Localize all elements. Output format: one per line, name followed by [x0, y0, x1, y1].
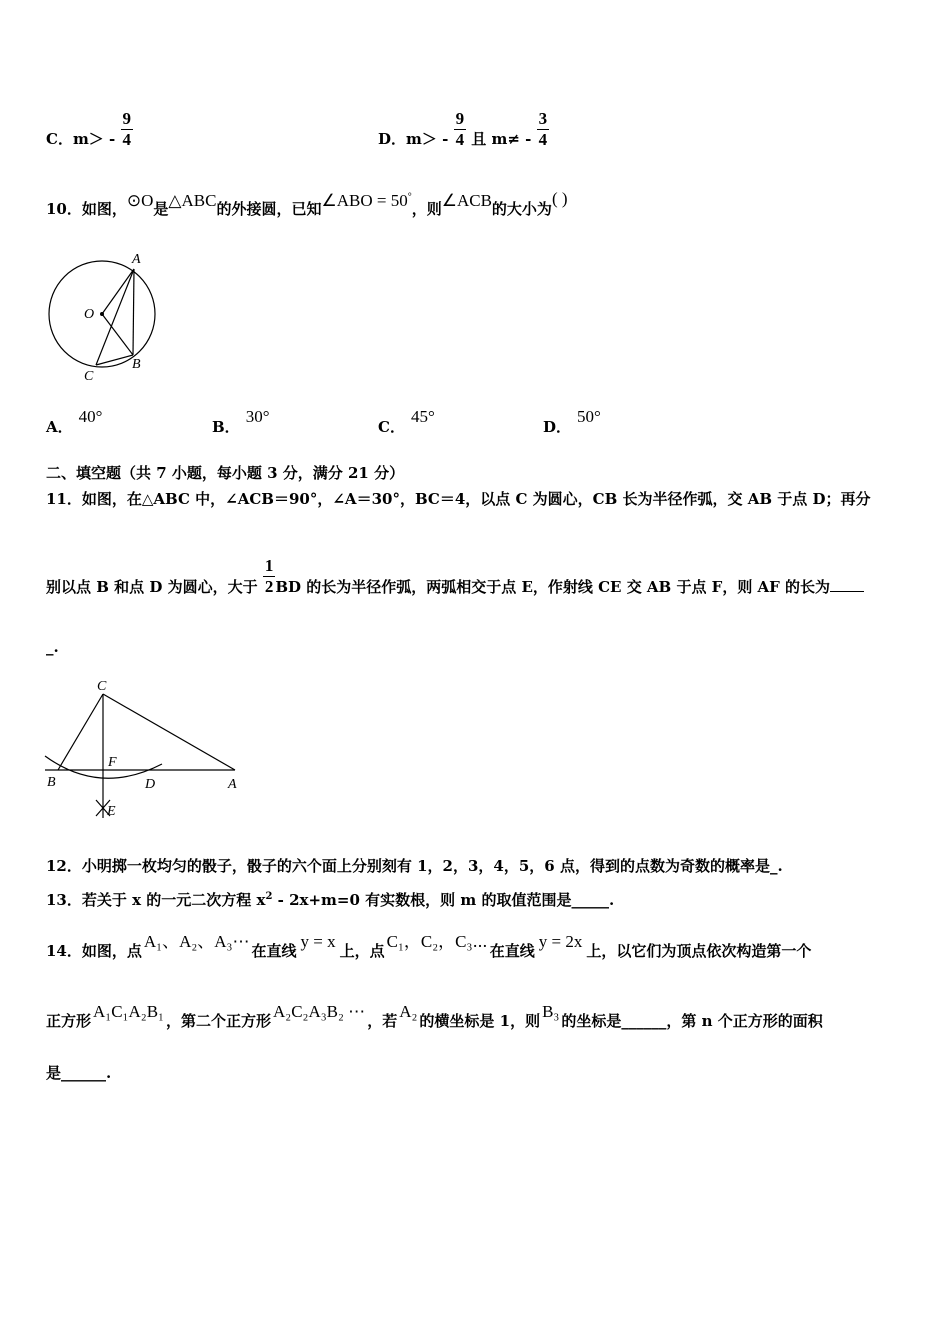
q9-option-d: D．m＞ - $\frac{9}{4}$ 且 m≠ - $\frac{3}{4}$	[378, 108, 548, 149]
q11-line3: _.	[46, 638, 59, 656]
segment-ob	[102, 314, 133, 355]
q9-option-c	[46, 108, 133, 150]
label-c: C	[97, 679, 107, 694]
answer-paren: ( )	[551, 189, 568, 208]
label-b: B	[47, 775, 56, 790]
q14-line1: 14．如图，点 A₁、A₂、A₃⋯ 在直线 y = x 上，点 C₁，C₂，C₃⋯ 在直线 y = 2x 上，以它们为顶点依次构造第一个	[46, 932, 812, 960]
label-f: F	[108, 755, 117, 770]
segment-ca	[103, 694, 235, 770]
label-b: B	[132, 357, 141, 372]
label-a: A	[228, 777, 237, 792]
q14-line3: 是______.	[46, 1064, 112, 1082]
q9-d-fraction: $\frac{9}{4}$	[455, 108, 465, 149]
segment-oa	[102, 269, 134, 314]
segment-cb	[58, 694, 103, 770]
point-a2: A₂	[399, 1002, 418, 1021]
q11-line1: 11．如图，在△ABC 中，∠ACB＝90°，∠A＝30°，BC＝4，以点 C 为圆心，CB 长为半径作弧，交 AB 于点 D；再分	[46, 490, 871, 508]
label-a: A	[132, 252, 141, 267]
label-e: E	[107, 804, 116, 819]
q14-line2: 正方形 A₁C₁A₂B₁ ，第二个正方形 A₂C₂A₃B₂ ⋯ ，若 A₂ 的横坐标是 1，则 B₃ 的坐标是______，第 n 个正方形的面积	[46, 1002, 823, 1030]
q11-answer-blank	[830, 591, 864, 592]
q12: 12．小明掷一枚均匀的骰子，骰子的六个面上分别刻有 1，2，3，4，5，6 点，得到的点数为奇数的概率是_.	[46, 857, 783, 875]
q9-c-fraction: $\frac{9}{4}$	[122, 108, 131, 149]
q11-triangle-figure	[40, 676, 250, 836]
q10-option-b: B．30°	[212, 407, 270, 436]
q10-option-c: C．45°	[378, 407, 435, 436]
q9-d-label: D．m＞ -	[378, 130, 449, 148]
triangle-abc: △ABC	[168, 191, 217, 210]
q11-line2: 别以点 B 和点 D 为圆心，大于 $\frac{1}{2}$ BD 的长为半径作弧，两弧相交于点 E，作射线 CE 交 AB 于点 F，则 AF 的长为	[46, 576, 864, 597]
segment-ac	[96, 269, 134, 365]
segment-ab	[133, 269, 134, 355]
label-c: C	[84, 369, 94, 384]
section-heading: 二、填空题（共 7 小题，每小题 3 分，满分 21 分）	[46, 464, 405, 482]
line-y-eq-x: y = x	[300, 932, 336, 951]
square-1: A₁C₁A₂B₁	[93, 1002, 164, 1021]
q11-half-fraction: $\frac{1}{2}$	[264, 555, 274, 596]
center-point	[100, 312, 104, 316]
line-y-eq-2x: y = 2x	[538, 932, 583, 951]
q9-c-label: C．m＞ -	[46, 130, 116, 148]
angle-abo: ∠ABO = 50°	[321, 191, 412, 210]
q10-stem: 10．如图，⊙O是△ABC的外接圆，已知∠ABO = 50°，则∠ACB的大小为( )	[46, 189, 568, 218]
label-d: D	[145, 777, 156, 792]
points-a: A₁、A₂、A₃⋯	[143, 932, 250, 951]
square-2: A₂C₂A₃B₂ ⋯	[272, 1002, 366, 1021]
q10-option-a: A．40°	[46, 407, 103, 436]
q10-option-d: D．50°	[543, 407, 601, 436]
q13: 13．若关于 x 的一元二次方程 $x^2 - 2x+m=0$ 有实数根，则 m 的取值范围是_____.	[46, 891, 615, 909]
circle-o: ⊙O	[126, 191, 154, 210]
label-o: O	[84, 307, 95, 322]
q9-d-fraction-2: $\frac{3}{4}$	[538, 108, 548, 149]
angle-acb: ∠ACB	[441, 191, 492, 210]
points-c: C₁，C₂，C₃⋯	[386, 932, 488, 951]
point-b3: B₃	[542, 1002, 560, 1021]
q10-circle-figure	[40, 248, 170, 388]
